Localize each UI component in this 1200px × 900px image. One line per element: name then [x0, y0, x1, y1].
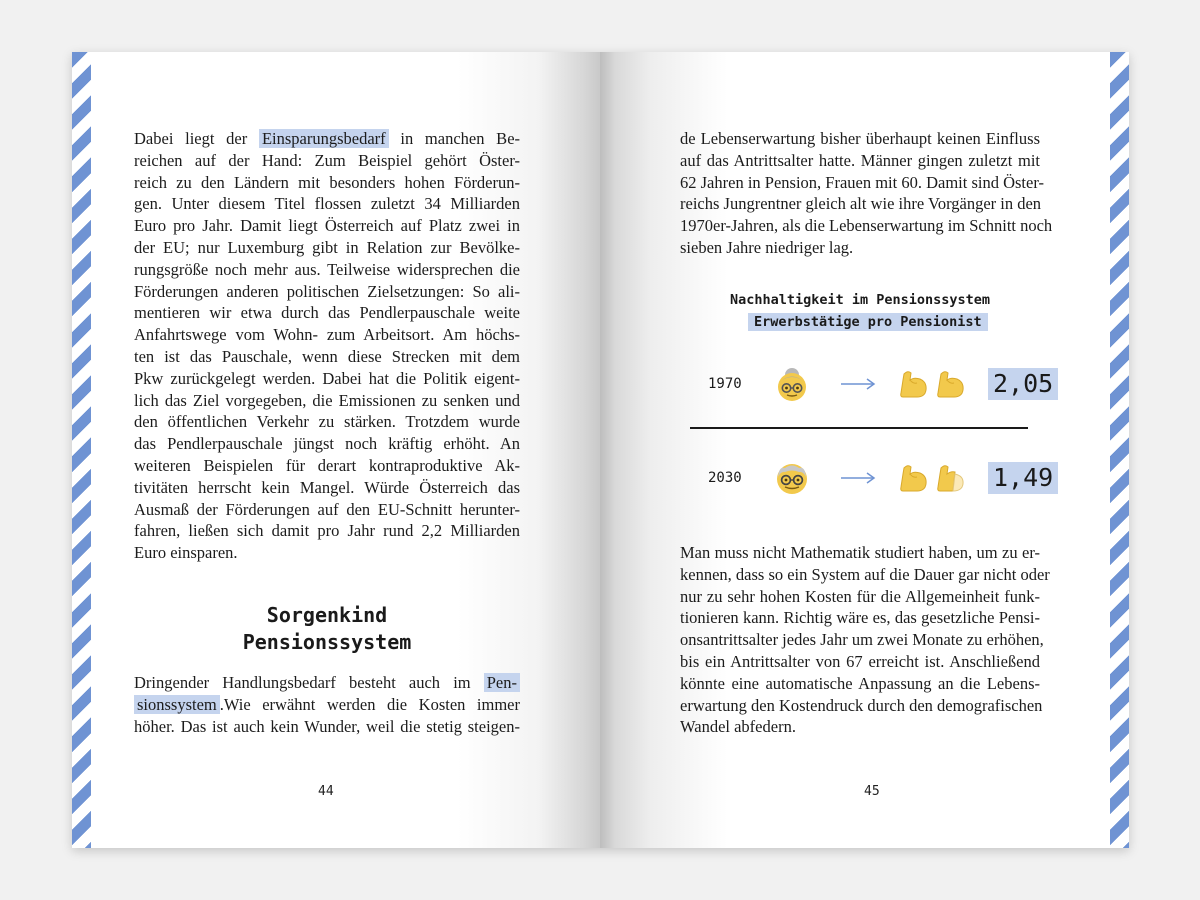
- text-line: Förderungen anderen politischen Zielsetzungen: So ali-: [134, 281, 520, 301]
- line-part: Dabei liegt der: [134, 129, 248, 148]
- text-line: mentieren wir etwa durch das Pendlerpauschale weite: [134, 303, 520, 323]
- right-paragraph-2: [680, 542, 1050, 738]
- text-line: fahren, ließen sich damit pro Jahr rund 2,2 Milliarden: [134, 521, 520, 541]
- line-part: in manchen Be-: [400, 129, 521, 148]
- text-line: [134, 694, 520, 716]
- text-line: onsantrittsalter jedes Jahr um zwei Monate zu erhöhen,: [680, 630, 1044, 650]
- row-value: 1,49: [988, 462, 1058, 494]
- text-line: könnte eine automatische Anpassung an die Lebens-: [680, 673, 1040, 693]
- text-line: nur zu sehr hohen Kosten für die Allgemeinheit funk-: [680, 586, 1040, 606]
- chart-row-1970: [680, 362, 1054, 406]
- chart-title: Nachhaltigkeit im Pensionssystem: [729, 292, 991, 308]
- highlight-term: Pen-: [484, 673, 520, 692]
- pension-infographic: [680, 290, 1054, 510]
- highlight-term: sionssystem: [134, 695, 220, 714]
- flexed-biceps-icon: [898, 462, 930, 494]
- arrow-right-icon: [840, 470, 876, 486]
- flexed-biceps-icon: [935, 368, 967, 400]
- text-line: tivitäten herrscht kein Mangel. Würde Österreich das: [134, 477, 520, 497]
- chart-divider: [690, 427, 1028, 429]
- text-line: auf das Antrittsalter hatte. Männer gingen zuletzt mit: [680, 150, 1040, 170]
- text-line: reich zu den Ländern mit besonders hohen Förderun-: [134, 172, 520, 192]
- page-number-right: 45: [864, 784, 880, 799]
- line-part: .Wie erwähnt werden die Kosten immer: [219, 694, 520, 714]
- text-line: gen. Unter diesem Titel flossen zuletzt 34 Milliarden: [134, 194, 520, 214]
- left-airmail-border: [72, 52, 91, 848]
- chart-subtitle: Erwerbstätige pro Pensionist: [748, 313, 988, 331]
- text-line: bis ein Antrittsalter von 67 erreicht ist. Anschließend: [680, 651, 1040, 671]
- text-line: den öffentlichen Verkehr zu stärken. Trotzdem wurde: [134, 412, 520, 432]
- text-line: de Lebenserwartung bisher überhaupt keinen Einfluss: [680, 129, 1040, 148]
- text-line: der EU; nur Luxemburg gibt in Relation zur Bevölke-: [134, 237, 520, 257]
- right-airmail-border: [1110, 52, 1129, 848]
- text-line: Euro pro Jahr. Damit liegt Österreich auf Platz zwei in: [134, 216, 520, 236]
- text-line: Euro einsparen.: [134, 543, 238, 563]
- left-paragraph-1: [134, 128, 520, 564]
- text-line: sieben Jahre niedriger lag.: [680, 237, 854, 257]
- row-value: 2,05: [988, 368, 1058, 400]
- heading-line-1: Sorgenkind: [266, 603, 388, 627]
- right-paragraph-1: [680, 128, 1053, 259]
- text-line: [134, 128, 520, 150]
- text-line: ten ist das Pauschale, wenn diese Strecken mit dem: [134, 346, 520, 366]
- heading-line-2: Pensionssystem: [242, 630, 412, 654]
- text-line: rungsgröße noch mehr aus. Teilweise widersprechen die: [134, 259, 520, 279]
- text-line: Pkw zurückgelegt werden. Dabei hat die Politik eigent-: [134, 368, 520, 388]
- text-line: reichen auf der Hand: Zum Beispiel gehört Öster-: [134, 150, 520, 170]
- arrow-right-icon: [840, 376, 876, 392]
- left-paragraph-2: [134, 672, 520, 737]
- highlight-term: Einsparungsbedarf: [259, 129, 389, 148]
- text-line: höher. Das ist auch kein Wunder, weil die stetig steigen-: [134, 716, 520, 736]
- text-line: Man muss nicht Mathematik studiert haben, um zu er-: [680, 543, 1040, 562]
- text-line: Wandel abfedern.: [680, 717, 796, 737]
- text-line: reichs Jungrentner gleich alt wie ihre Vorgänger in den: [680, 194, 1042, 214]
- text-line: weiteren Beispielen für derart kontraproduktive Ak-: [134, 455, 520, 475]
- text-line: [134, 672, 520, 694]
- text-line: erwartung den Kostendruck durch den demografischen: [680, 695, 1043, 715]
- grandfather-emoji-icon: [772, 458, 812, 498]
- partial-biceps-icon: [935, 462, 967, 494]
- section-heading: [134, 602, 520, 656]
- flexed-biceps-icon: [898, 368, 930, 400]
- text-line: Anfahrtswege vom Wohn- zum Arbeitsort. Am höchs-: [134, 325, 520, 345]
- grandmother-emoji-icon: [772, 364, 812, 404]
- line-part: Dringender Handlungsbedarf besteht auch im: [134, 673, 471, 692]
- text-line: kennen, dass so ein System auf die Dauer gar nicht oder: [680, 564, 1050, 584]
- row-year: 2030: [708, 470, 742, 486]
- chart-row-2030: [680, 456, 1054, 500]
- text-line: das Pendlerpauschale jüngst noch kräftig erhöht. An: [134, 434, 520, 454]
- row-year: 1970: [708, 376, 742, 392]
- text-line: tionieren kann. Richtig wäre es, das gesetzliche Pensi-: [680, 608, 1040, 628]
- page-number-left: 44: [318, 784, 334, 799]
- text-line: 1970er-Jahren, als die Lebenserwartung im Schnitt noch: [680, 216, 1053, 236]
- text-line: 62 Jahren in Pension, Frauen mit 60. Damit sind Öster-: [680, 172, 1044, 192]
- text-line: Ausmaß der Förderungen auf den EU-Schnitt herunter-: [134, 499, 520, 519]
- text-line: lich das Ziel vorgegeben, die Emissionen zu senken und: [134, 390, 520, 410]
